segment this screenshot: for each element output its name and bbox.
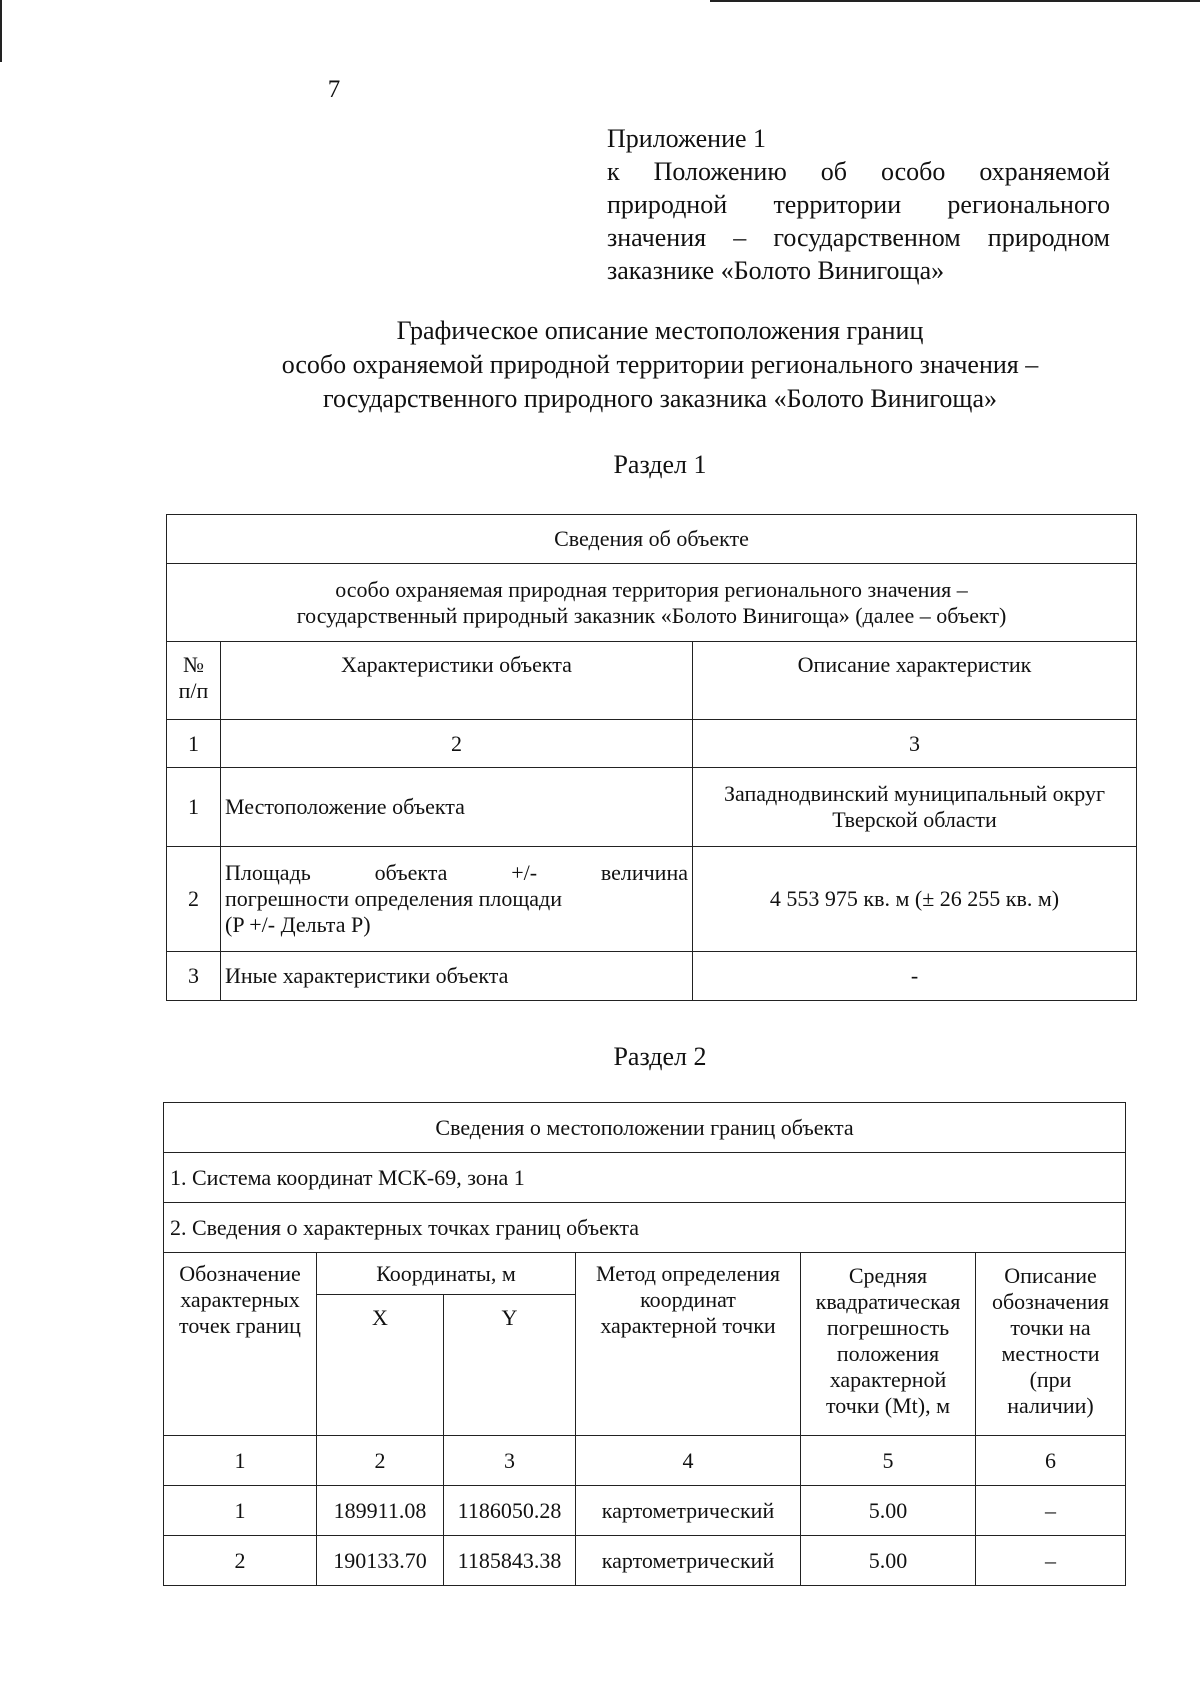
object-info-table [166,514,1137,1001]
col-char-header: Характеристики объекта [221,642,693,720]
scan-edge-top [710,0,1200,2]
col-index: 3 [444,1436,576,1486]
col-desc-header: Описание характеристик [693,642,1137,720]
col-point-header: Обозначение характерных точек границ [164,1253,317,1436]
table-row: 2 Площадь объекта +/- величина погрешности определения площади (P +/- Дельта P) 4 553 975 кв. м (± 26 255 кв. м) [167,847,1137,952]
appendix-line: Приложение 1 [607,124,767,153]
scan-edge-left [0,0,2,62]
col-index: 4 [576,1436,801,1486]
table-row: 1 189911.08 1186050.28 картометрический 5.00 – [164,1486,1126,1536]
col-index: 5 [801,1436,976,1486]
table-header: Сведения о местоположении границ объекта [164,1103,1126,1153]
document-title: Графическое описание местоположения границ особо охраняемой природной территории регионального значения – государственного природного заказника «Болото Винигоща» [281,316,1039,413]
col-num-header: № п/п [167,642,221,720]
appendix-line: заказнике «Болото Винигоща» [607,256,945,285]
table-subheader: особо охраняемая природная территория регионального значения – государственный природный заказник «Болото Винигоща» (далее – объект) [167,564,1137,642]
page-number: 7 [327,76,341,103]
table-row: 1 Местоположение объекта Западнодвинский муниципальный округ Тверской области [167,768,1137,847]
col-error-header: Средняя квадратическая погрешность положения характерной точки (Mt), м [801,1253,976,1436]
section1-title: Раздел 1 [613,450,707,479]
col-index: 1 [167,720,221,768]
col-coords-header: Координаты, м [317,1253,576,1295]
col-index: 6 [976,1436,1126,1486]
coordinate-system: 1. Система координат МСК-69, зона 1 [164,1153,1126,1203]
col-method-header: Метод определения координат характерной точки [576,1253,801,1436]
section2-title: Раздел 2 [613,1042,707,1071]
col-index: 2 [317,1436,444,1486]
table-row: 3 Иные характеристики объекта - [167,952,1137,1001]
col-y-header: Y [444,1295,576,1436]
col-x-header: X [317,1295,444,1436]
table-header: Сведения об объекте [167,515,1137,564]
points-header: 2. Сведения о характерных точках границ объекта [164,1203,1126,1253]
appendix-line: значения – государственном природном [607,223,1110,252]
col-index: 1 [164,1436,317,1486]
appendix-line: к Положению об особо охраняемой [607,157,1110,186]
col-index: 2 [221,720,693,768]
appendix-block [607,122,1110,287]
appendix-line: природной территории регионального [607,190,1110,219]
boundary-points-table [163,1102,1126,1586]
table-row: 2 190133.70 1185843.38 картометрический 5.00 – [164,1536,1126,1586]
col-index: 3 [693,720,1137,768]
col-description-header: Описание обозначения точки на местности (при наличии) [976,1253,1126,1436]
